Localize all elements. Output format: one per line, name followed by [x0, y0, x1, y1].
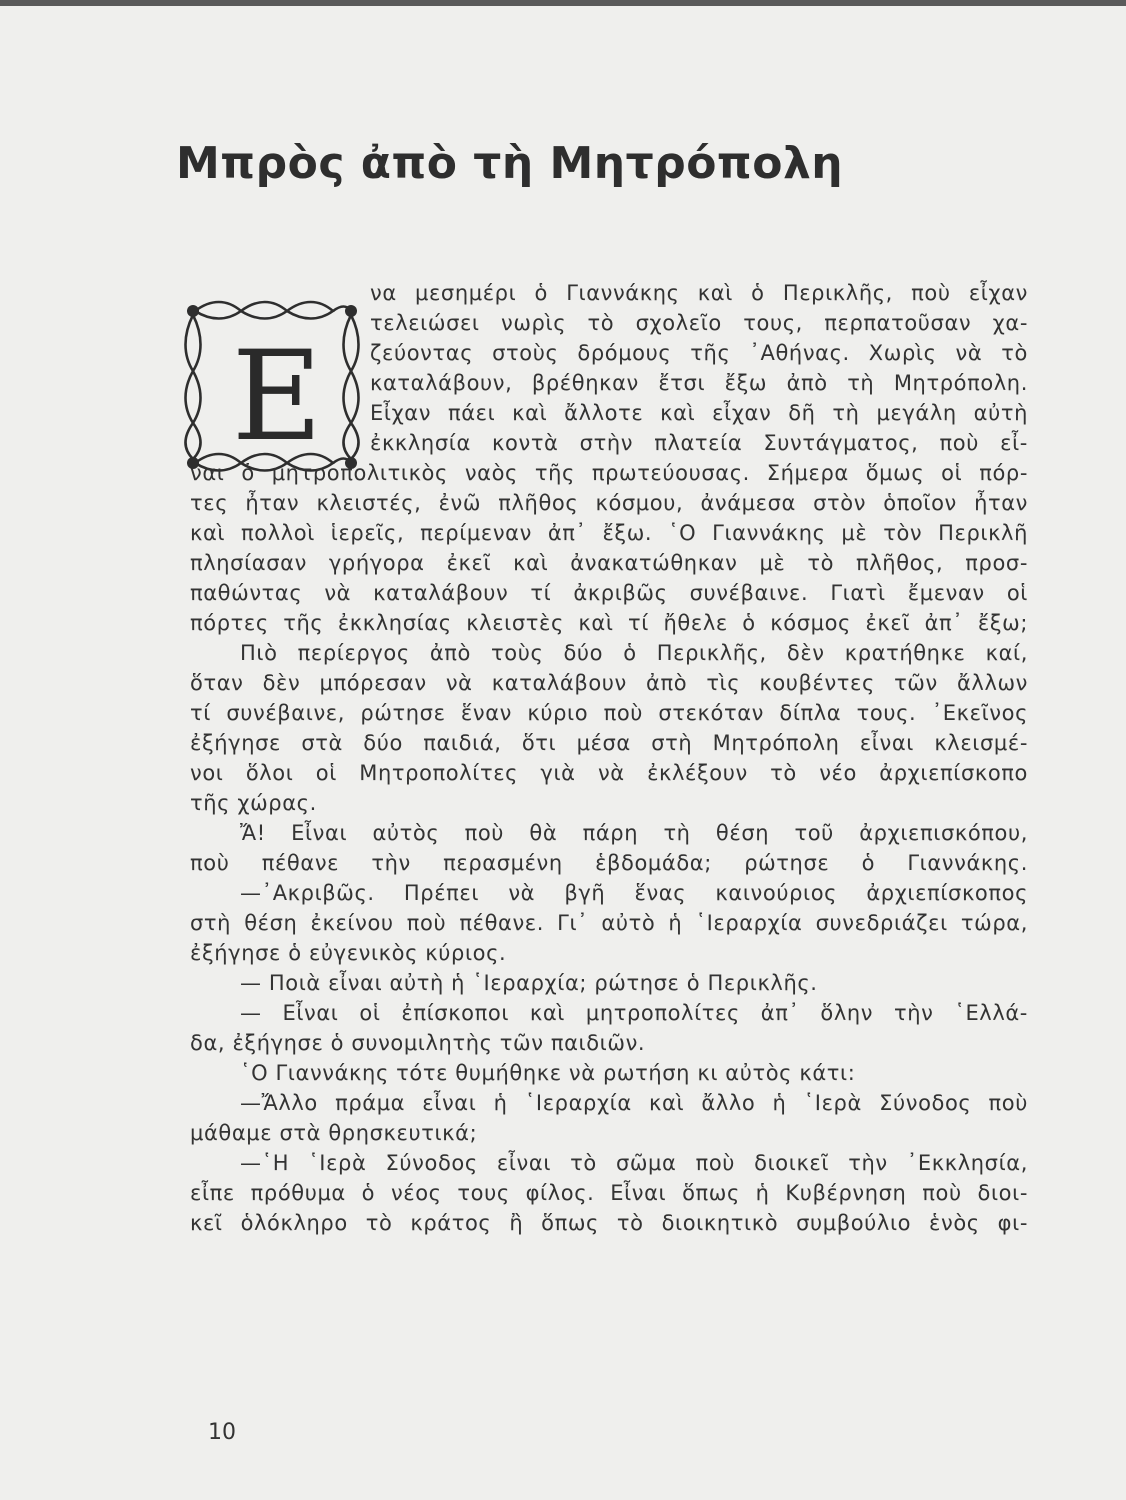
text-line: τῆς χώρας. — [190, 791, 317, 815]
text-line: δα, ἐξήγησε ὁ συνομιλητὴς τῶν παιδιῶν. — [190, 1031, 646, 1055]
text-line: τελειώσει νωρὶς τὸ σχολεῖο τους, περπατοῦσαν χα- — [370, 311, 1028, 335]
text-line: νοι ὅλοι οἱ Μητροπολίτες γιὰ νὰ ἐκλέξουν τὸ νέο ἀρχιεπίσκοπο — [190, 761, 1028, 785]
chapter-title: Μπρὸς ἀπὸ τὴ Μητρόπολη — [176, 138, 844, 189]
text-line: πλησίασαν γρήγορα ἐκεῖ καὶ ἀνακατώθηκαν μὲ τὸ πλῆθος, προσ- — [190, 551, 1028, 575]
text-line: τί συνέβαινε, ρώτησε ἕναν κύριο ποὺ στεκόταν δίπλα τους. ᾿Εκεῖνος — [190, 701, 1028, 725]
text-line: Ἄ! Εἶναι αὐτὸς ποὺ θὰ πάρη τὴ θέση τοῦ ἀρχιεπισκόπου, — [240, 821, 1028, 845]
text-line: Πιὸ περίεργος ἀπὸ τοὺς δύο ὁ Περικλῆς, δὲν κρατήθηκε καί, — [240, 641, 1028, 665]
text-line: κεῖ ὁλόκληρο τὸ κράτος ἢ ὅπως τὸ διοικητικὸ συμβούλιο ἑνὸς φι- — [190, 1211, 1028, 1235]
text-line: μάθαμε στὰ θρησκευτικά; — [190, 1121, 478, 1145]
top-edge-rule — [0, 0, 1126, 6]
text-line: ῾Ο Γιαννάκης τότε θυμήθηκε νὰ ρωτήση κι αὐτὸς κάτι: — [240, 1061, 856, 1085]
text-line: ἐκκλησία κοντὰ στὴν πλατεία Συντάγματος, ποὺ εἶ- — [370, 431, 1028, 455]
text-line: καὶ πολλοὶ ἱερεῖς, περίμεναν ἀπ᾿ ἔξω. ῾Ο Γιαννάκης μὲ τὸν Περικλῆ — [190, 521, 1028, 545]
text-line: στὴ θέση ἐκείνου ποὺ πέθανε. Γι᾿ αὐτὸ ἡ ῾Ιεραρχία συνεδριάζει τώρα, — [190, 911, 1028, 935]
text-line: ζεύοντας στοὺς δρόμους τῆς ᾿Αθήνας. Χωρὶς νὰ τὸ — [370, 341, 1028, 365]
text-line: Εἶχαν πάει καὶ ἄλλοτε καὶ εἶχαν δῆ τὴ μεγάλη αὐτὴ — [370, 401, 1028, 425]
text-line: καταλάβουν, βρέθηκαν ἔτσι ἔξω ἀπὸ τὴ Μητρόπολη. — [370, 371, 1028, 395]
text-line: ἐξήγησε στὰ δύο παιδιά, ὅτι μέσα στὴ Μητρόπολη εἶναι κλεισμέ- — [190, 731, 1028, 755]
text-line: —῾Η ῾Ιερὰ Σύνοδος εἶναι τὸ σῶμα ποὺ διοικεῖ τὴν ᾿Εκκλησία, — [240, 1151, 1028, 1175]
text-line: ποὺ πέθανε τὴν περασμένη ἑβδομάδα; ρώτησε ὁ Γιαννάκης. — [190, 851, 1028, 875]
drop-cap-letter: Ε — [231, 325, 323, 469]
text-line: ναι ὁ μητροπολιτικὸς ναὸς τῆς πρωτεύουσας. Σήμερα ὅμως οἱ πόρ- — [190, 461, 1028, 485]
text-line: ἐξήγησε ὁ εὐγενικὸς κύριος. — [190, 941, 507, 965]
text-line: παθώντας νὰ καταλάβουν τί ἀκριβῶς συνέβαινε. Γιατὶ ἔμεναν οἱ — [190, 581, 1028, 605]
text-line: τες ἦταν κλειστές, ἐνῶ πλῆθος κόσμου, ἀνάμεσα στὸν ὁποῖον ἦταν — [190, 491, 1028, 515]
text-line: —᾿Ακριβῶς. Πρέπει νὰ βγῆ ἕνας καινούριος ἀρχιεπίσκοπος — [240, 881, 1028, 905]
text-line: να μεσημέρι ὁ Γιαννάκης καὶ ὁ Περικλῆς, ποὺ εἶχαν — [370, 281, 1028, 305]
page-number: 10 — [208, 1420, 236, 1445]
text-line: — Εἶναι οἱ ἐπίσκοποι καὶ μητροπολίτες ἀπ᾿ ὅλην τὴν ῾Ελλά- — [240, 1001, 1028, 1025]
text-line: ὅταν δὲν μπόρεσαν νὰ καταλάβουν ἀπὸ τὶς κουβέντες τῶν ἄλλων — [190, 671, 1028, 695]
decorated-initial — [181, 297, 363, 475]
ornamental-frame-icon — [181, 297, 363, 475]
text-line: πόρτες τῆς ἐκκλησίας κλειστὲς καὶ τί ἤθελε ὁ κόσμος ἐκεῖ ἀπ᾿ ἔξω; — [190, 611, 1028, 635]
text-line: εἶπε πρόθυμα ὁ νέος τους φίλος. Εἶναι ὅπως ἡ Κυβέρνηση ποὺ διοι- — [190, 1181, 1028, 1205]
text-line: —Ἄλλο πράμα εἶναι ἡ ῾Ιεραρχία καὶ ἄλλο ἡ ῾Ιερὰ Σύνοδος ποὺ — [240, 1091, 1028, 1115]
text-line: — Ποιὰ εἶναι αὐτὴ ἡ ῾Ιεραρχία; ρώτησε ὁ Περικλῆς. — [240, 971, 818, 995]
